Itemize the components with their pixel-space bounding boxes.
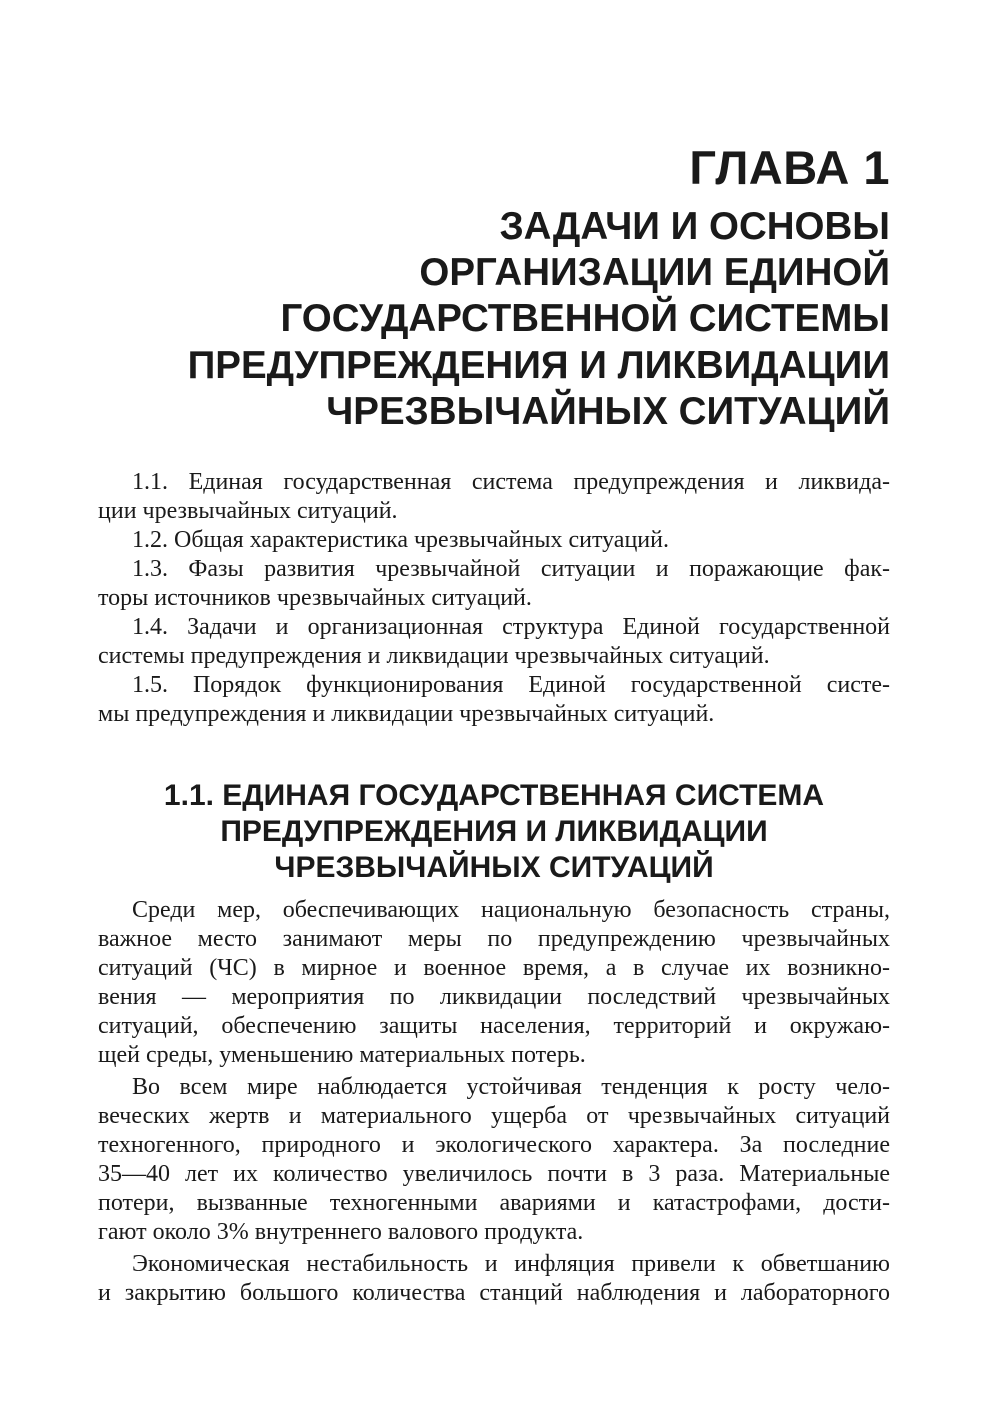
- contents-item: [98, 613, 890, 671]
- contents-item-line: 1.3. Фазы развития чрезвычайной ситуации и поражающие фак-: [132, 556, 890, 582]
- contents-item-line: 1.2. Общая характеристика чрезвычайных ситуаций.: [132, 527, 669, 553]
- contents-item-line: 1.4. Задачи и организационная структура Единой государственной: [132, 614, 890, 640]
- contents-item-line: 1.1. Единая государственная система предупреждения и ликвида-: [132, 469, 890, 495]
- chapter-title-line: ЧРЕЗВЫЧАЙНЫХ СИТУАЦИЙ: [326, 389, 890, 433]
- contents-item-line: 1.5. Порядок функционирования Единой государственной систе-: [132, 672, 890, 698]
- chapter-title: [98, 204, 890, 435]
- paragraph-line: 35—40 лет их количество увеличилось почти в 3 раза. Материальные: [98, 1161, 890, 1187]
- paragraph-line: гают около 3% внутреннего валового продукта.: [98, 1219, 584, 1245]
- chapter-title-line: ГОСУДАРСТВЕННОЙ СИСТЕМЫ: [280, 297, 890, 341]
- contents-item: [98, 526, 890, 555]
- paragraph-line: ситуаций, обеспечению защиты населения, территорий и окружаю-: [98, 1013, 890, 1039]
- contents-item: [98, 468, 890, 526]
- section-heading: [98, 778, 890, 886]
- paragraph-line: важное место занимают меры по предупреждению чрезвычайных: [98, 926, 890, 952]
- contents-item-line: мы предупреждения и ликвидации чрезвычайных ситуаций.: [98, 701, 715, 727]
- paragraph-line: Во всем мире наблюдается устойчивая тенденция к росту чело-: [132, 1074, 890, 1100]
- chapter-title-line: ОРГАНИЗАЦИИ ЕДИНОЙ: [419, 251, 890, 295]
- chapter-title-line: ЗАДАЧИ И ОСНОВЫ: [499, 205, 890, 248]
- paragraph-line: вения — мероприятия по ликвидации последствий чрезвычайных: [98, 984, 890, 1010]
- paragraph-line: техногенного, природного и экологического характера. За последние: [98, 1132, 890, 1158]
- section-heading-line: ПРЕДУПРЕЖДЕНИЯ И ЛИКВИДАЦИИ: [220, 815, 768, 848]
- body-paragraph: [98, 1073, 890, 1247]
- section-heading-line: 1.1. ЕДИНАЯ ГОСУДАРСТВЕННАЯ СИСТЕМА: [163, 779, 825, 812]
- book-page: [98, 0, 890, 1420]
- contents-item: [98, 555, 890, 613]
- paragraph-line: ситуаций (ЧС) в мирное и военное время, а в случае их возникно-: [98, 955, 890, 981]
- paragraph-line: щей среды, уменьшению материальных потерь.: [98, 1042, 586, 1068]
- section-heading-line: ЧРЕЗВЫЧАЙНЫХ СИТУАЦИЙ: [274, 851, 714, 884]
- paragraph-line: Среди мер, обеспечивающих национальную безопасность страны,: [132, 897, 890, 923]
- section-body: [98, 896, 890, 1308]
- contents-item-line: системы предупреждения и ликвидации чрезвычайных ситуаций.: [98, 643, 770, 669]
- paragraph-line: Экономическая нестабильность и инфляция привели к обветшанию: [132, 1251, 890, 1277]
- paragraph-line: и закрытию большого количества станций наблюдения и лабораторного: [98, 1280, 890, 1306]
- body-paragraph: [98, 1250, 890, 1308]
- body-paragraph: [98, 896, 890, 1070]
- contents-item: [98, 671, 890, 729]
- paragraph-line: веческих жертв и материального ущерба от чрезвычайных ситуаций: [98, 1103, 890, 1129]
- chapter-label: ГЛАВА 1: [689, 141, 890, 194]
- paragraph-line: потери, вызванные техногенными авариями и катастрофами, дости-: [98, 1190, 890, 1216]
- chapter-title-line: ПРЕДУПРЕЖДЕНИЯ И ЛИКВИДАЦИИ: [187, 343, 890, 387]
- contents-item-line: торы источников чрезвычайных ситуаций.: [98, 585, 532, 611]
- chapter-contents-list: [98, 468, 890, 729]
- contents-item-line: ции чрезвычайных ситуаций.: [98, 498, 398, 524]
